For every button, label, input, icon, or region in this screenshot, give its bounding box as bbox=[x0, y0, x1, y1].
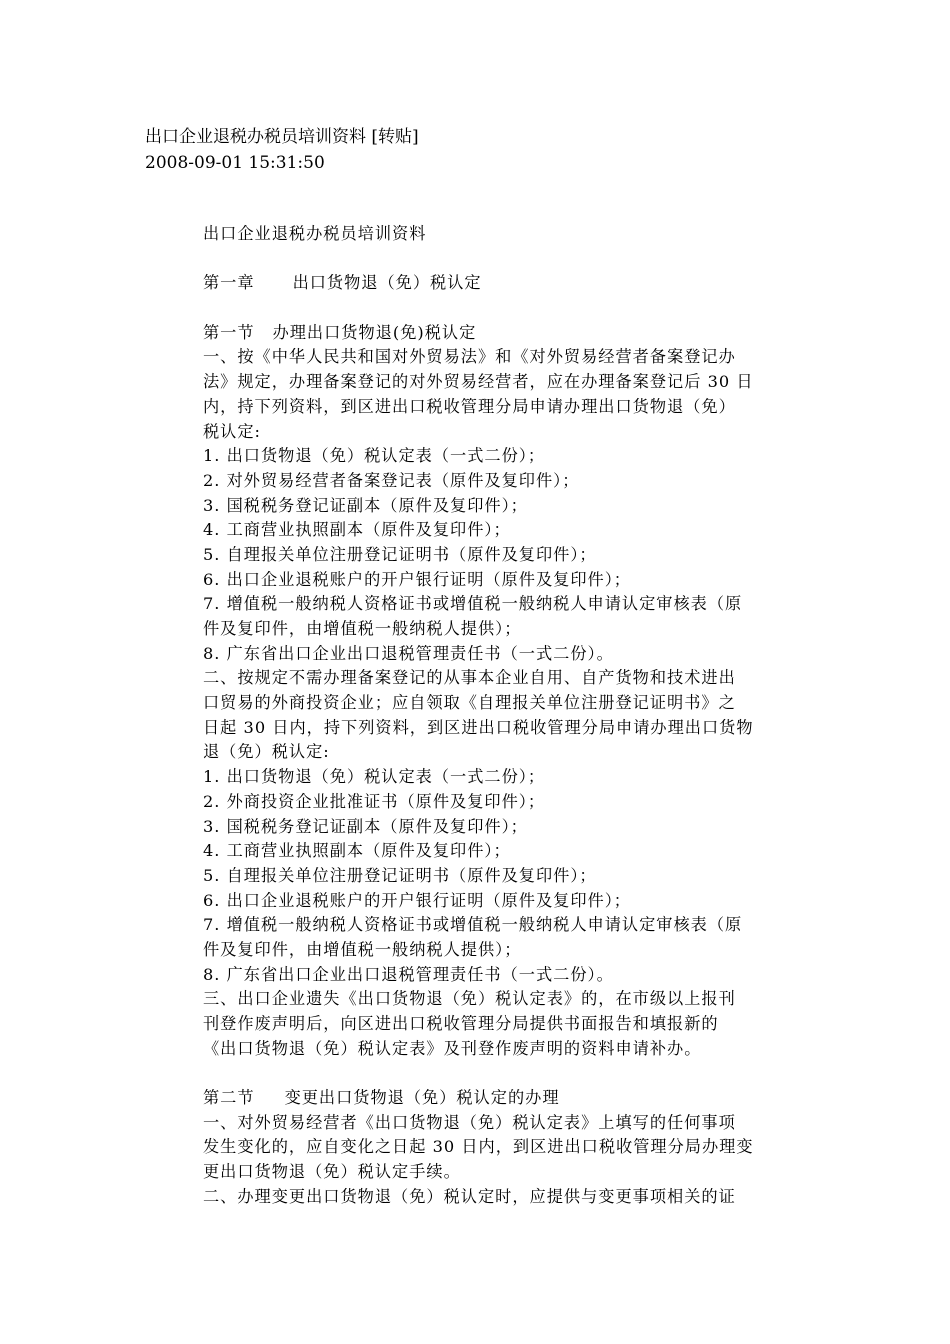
text-line: 内，持下列资料，到区进出口税收管理分局申请办理出口货物退（免） bbox=[203, 396, 736, 416]
post-datetime: 2008-09-01 15:31:50 bbox=[145, 153, 325, 173]
list-item: 1. 出口货物退（免）税认定表（一式二份）； bbox=[203, 446, 546, 466]
section-title: 变更出口货物退（免）税认定的办理 bbox=[284, 1088, 560, 1108]
list-item: 4. 工商营业执照副本（原件及复印件）； bbox=[203, 520, 511, 540]
text-line: 日起 30 日内，持下列资料，到区进出口税收管理分局申请办理出口货物 bbox=[203, 717, 754, 737]
list-item: 5. 自理报关单位注册登记证明书（原件及复印件）； bbox=[203, 544, 597, 564]
list-item: 7. 增值税一般纳税人资格证书或增值税一般纳税人申请认定审核表（原 bbox=[203, 594, 743, 614]
text-line: 《出口货物退（免）税认定表》及刊登作废声明的资料申请补办。 bbox=[203, 1038, 702, 1058]
text-line: 刊登作废声明后，向区进出口税收管理分局提供书面报告和填报新的 bbox=[203, 1014, 719, 1033]
section-number: 第二节 bbox=[203, 1088, 255, 1108]
section-title: 办理出口货物退(免)税认定 bbox=[272, 322, 477, 342]
list-item: 3. 国税税务登记证副本（原件及复印件）； bbox=[203, 816, 528, 836]
list-item: 1. 出口货物退（免）税认定表（一式二份）； bbox=[203, 767, 546, 787]
chapter-heading bbox=[203, 271, 813, 296]
list-item: 8. 广东省出口企业出口退税管理责任书（一式二份）。 bbox=[203, 643, 614, 663]
paragraph-3 bbox=[203, 987, 813, 1061]
paragraph-4 bbox=[203, 1111, 813, 1185]
document-body bbox=[203, 222, 813, 1210]
text-line: 口贸易的外商投资企业；应自领取《自理报关单位注册登记证明书》之 bbox=[203, 693, 736, 713]
text-line: 发生变化的，应自变化之日起 30 日内，到区进出口税收管理分局办理变 bbox=[203, 1137, 754, 1157]
list-item: 件及复印件，由增值税一般纳税人提供）； bbox=[203, 619, 522, 638]
list-2 bbox=[203, 765, 813, 987]
list-item: 5. 自理报关单位注册登记证明书（原件及复印件）； bbox=[203, 865, 597, 885]
text-line: 二、按规定不需办理备案登记的从事本企业自用、自产货物和技术进出 bbox=[203, 668, 736, 688]
paragraph-1 bbox=[203, 345, 813, 444]
list-item: 件及复印件，由增值税一般纳税人提供）； bbox=[203, 939, 522, 959]
paragraph-5 bbox=[203, 1185, 813, 1210]
list-item: 2. 对外贸易经营者备案登记表（原件及复印件）； bbox=[203, 470, 580, 490]
text-line: 二、办理变更出口货物退（免）税认定时，应提供与变更事项相关的证 bbox=[203, 1186, 736, 1206]
text-line: 税认定: bbox=[203, 421, 262, 441]
section-heading-2 bbox=[203, 1086, 813, 1111]
text-line: 一、对外贸易经营者《出口货物退（免）税认定表》上填写的任何事项 bbox=[203, 1112, 736, 1132]
list-item: 3. 国税税务登记证副本（原件及复印件）； bbox=[203, 495, 528, 515]
list-item: 7. 增值税一般纳税人资格证书或增值税一般纳税人申请认定审核表（原 bbox=[203, 915, 743, 935]
paragraph-2 bbox=[203, 666, 813, 765]
section-heading-1 bbox=[203, 321, 813, 346]
list-item: 2. 外商投资企业批准证书（原件及复印件）； bbox=[203, 791, 546, 811]
post-title: 出口企业退税办税员培训资料 [转贴] bbox=[145, 127, 419, 147]
list-item: 6. 出口企业退税账户的开户银行证明（原件及复印件）； bbox=[203, 569, 631, 589]
list-item: 4. 工商营业执照副本（原件及复印件）； bbox=[203, 841, 511, 861]
list-item: 6. 出口企业退税账户的开户银行证明（原件及复印件）； bbox=[203, 890, 631, 910]
text-line: 退（免）税认定: bbox=[203, 742, 330, 762]
list-item: 8. 广东省出口企业出口退税管理责任书（一式二份）。 bbox=[203, 964, 614, 984]
chapter-number: 第一章 bbox=[203, 273, 255, 293]
text-line: 更出口货物退（免）税认定手续。 bbox=[203, 1162, 461, 1182]
text-line: 一、按《中华人民共和国对外贸易法》和《对外贸易经营者备案登记办 bbox=[203, 347, 736, 367]
chapter-title: 出口货物退（免）税认定 bbox=[292, 273, 482, 293]
section-number: 第一节 bbox=[203, 322, 255, 342]
text-line: 三、出口企业遗失《出口货物退（免）税认定表》的，在市级以上报刊 bbox=[203, 989, 736, 1009]
list-1 bbox=[203, 444, 813, 666]
document-title: 出口企业退税办税员培训资料 bbox=[203, 224, 427, 243]
text-line: 法》规定，办理备案登记的对外贸易经营者，应在办理备案登记后 30 日 bbox=[203, 372, 754, 392]
post-header bbox=[145, 124, 419, 176]
